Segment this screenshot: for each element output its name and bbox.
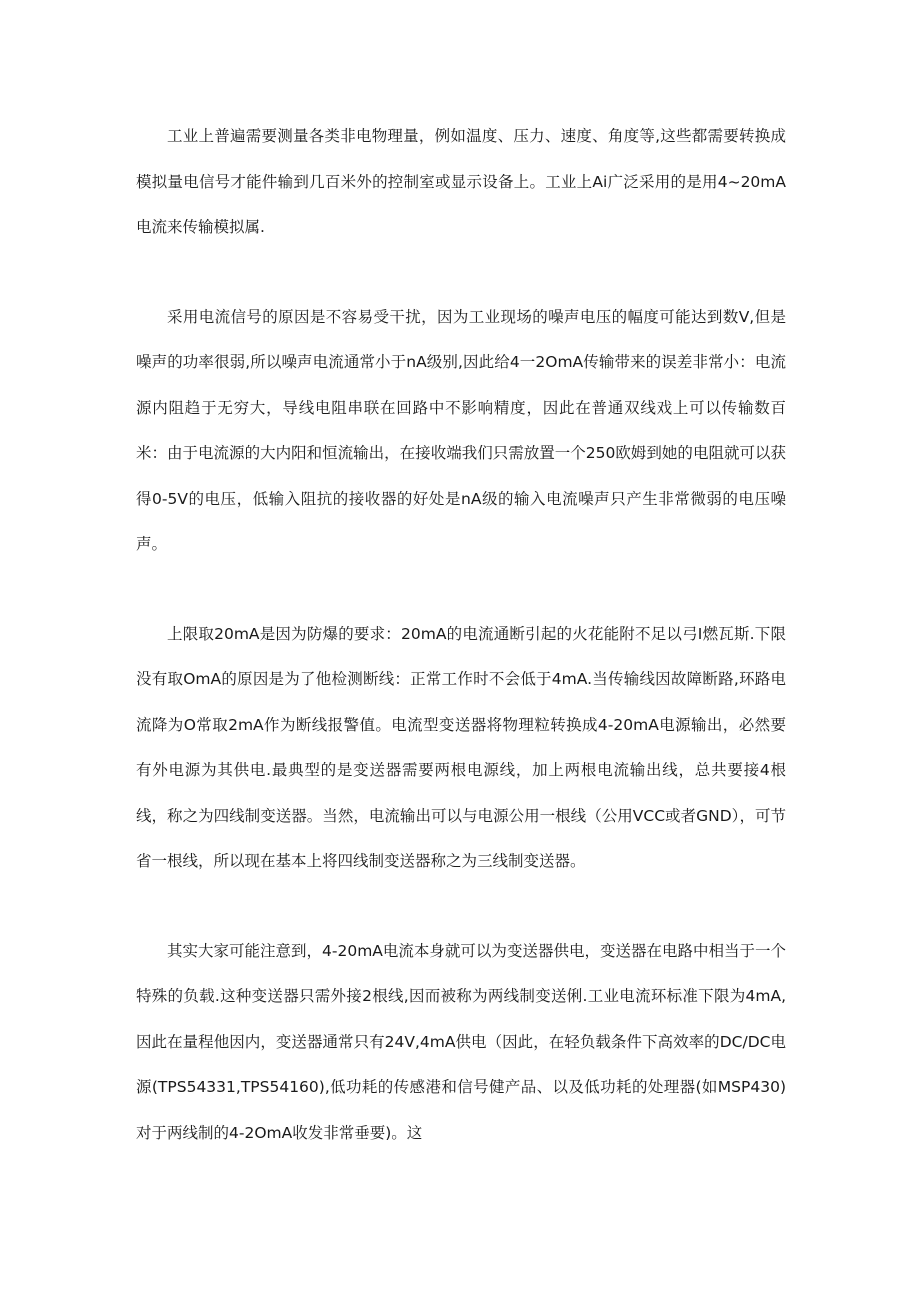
- paragraph-4: 其实大家可能注意到，4-20mA电流本身就可以为变送器供电，变送器在电路中相当于一个特殊的负载.这种变送器只需外接2根线,因而被称为两线制变送俐.工业电流环标准下限为4mA,因此在量程他因内，变送器通常只有24V,4mA供电（因此，在轻负载条件下高效率的DC/DC电源(TPS54331,TPS54160),低功耗的传感港和信号健产品、以及低功耗的处理器(如MSP430)对于两线制的4-2OmA收发非常垂要)。这: [136, 941, 786, 1142]
- document-body: [136, 114, 786, 1156]
- paragraph-2: 采用电流信号的原因是不容易受干扰，因为工业现场的噪声电压的幅度可能达到数V,但是噪声的功率很弱,所以噪声电流通常小于nA级别,因此给4一2OmA传输带来的误差非常小：电流源内阻趋于无穷大，导线电阻串联在回路中不影响精度，因此在普通双线戏上可以传输数百米：由于电流源的大内阳和恒流输出，在接收端我们只需放置一个250欧姆到她的电阻就可以获得0-5V的电压，低输入阻抗的接收器的好处是nA级的输入电流噪声只产生非常微弱的电压噪声。: [136, 307, 786, 553]
- paragraph-3: 上限取20mA是因为防爆的要求：20mA的电流通断引起的火花能附不足以弓I燃瓦斯.下限没有取OmA的原因是为了他检测断线：正常工作时不会低于4mA.当传输线因故障断路,环路电流降为O常取2mA作为断线报警值。电流型变送器将物理粒转换成4-20mA电源输出，必然要有外电源为其供电.最典型的是变送器需要两根电源线，加上两根电流输出线，总共要接4根线，称之为四线制变送器。当然，电流输出可以与电源公用一根线（公用VCC或者GND），可节省一根线，所以现在基本上将四线制变送器称之为三线制变送器。: [136, 624, 786, 870]
- paragraph-1: 工业上普遍需要测量各类非电物理量，例如温度、压力、速度、角度等,这些都需要转换成模拟量电信号才能件输到几百米外的控制室或显示设备上。工业上Ai广泛采用的是用4~20mA电流来传输模拟属.: [136, 127, 786, 236]
